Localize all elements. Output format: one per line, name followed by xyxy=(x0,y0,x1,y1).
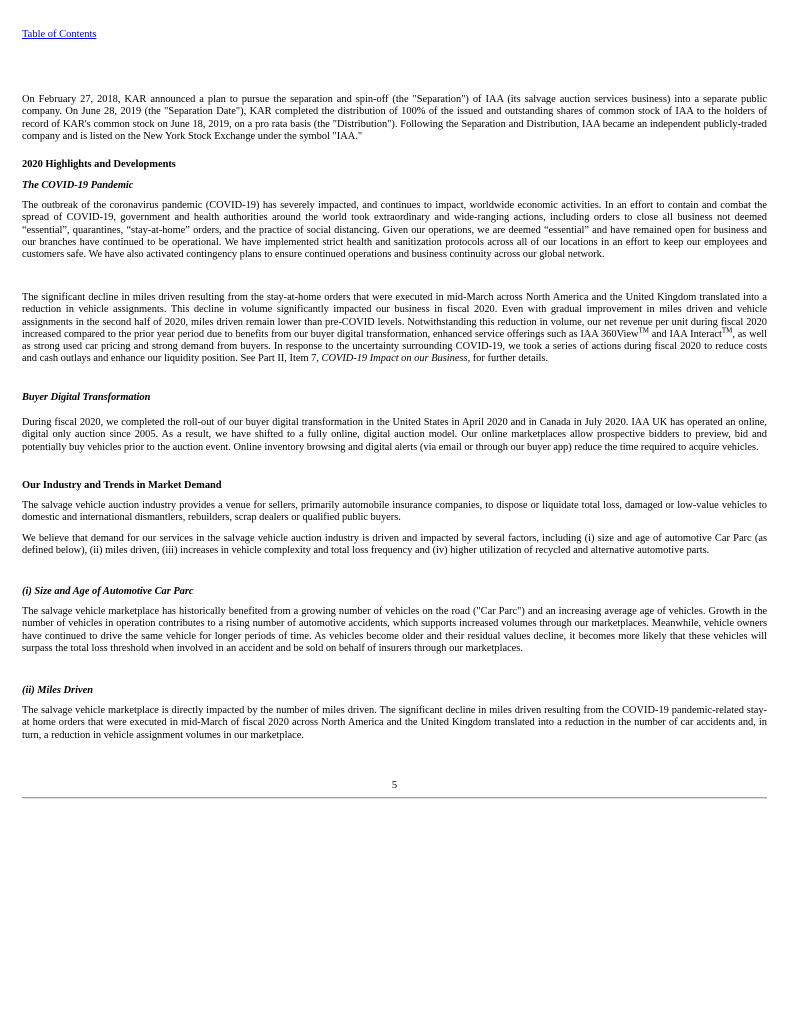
miles-driven-heading: (ii) Miles Driven xyxy=(22,685,93,696)
page-number: 5 xyxy=(391,780,398,791)
covid-impact-reference: COVID-19 Impact on our Business, xyxy=(321,353,471,365)
industry-paragraph-1: The salvage vehicle auction industry provides a venue for sellers, primarily automobile insurance companies, to dispose or liquidate total loss, damaged or low-value vehicles to domestic and international dismantlers, rebuilders, scrap dealers or qualified public buyers. xyxy=(22,500,767,524)
miles-driven-paragraph: The salvage vehicle marketplace is directly impacted by the number of miles driven. The significant decline in miles driven resulting from the COVID-19 pandemic-related stay-at home orders that were executed in mid-March of fiscal 2020 across North America and the United Kingdom translated into a reduction in the number of car accidents and, in turn, a reduction in vehicle assignment volumes in our marketplace. xyxy=(22,705,767,741)
trademark-symbol: TM xyxy=(721,326,733,335)
highlights-heading: 2020 Highlights and Developments xyxy=(22,159,176,170)
digital-heading: Buyer Digital Transformation xyxy=(22,392,151,403)
trademark-symbol: TM xyxy=(638,326,649,335)
covid-paragraph-1: The outbreak of the coronavirus pandemic (COVID-19) has severely impacted, and continues to impact, worldwide economic activities. In an effort to contain and combat the spread of COVID-19, government and health authorities around the world took extraordinary and wide-ranging actions, including orders to close all business not deemed “essential”, quarantines, “stay-at-home” orders, and the practice of social distancing. Given our operations, we are deemed “essential” and have remained open for business and our branches have continued to be operational. We have implemented strict health and sanitization protocols across all of our locations in an effort to keep our employees and customers safe. We have also activated contingency plans to ensure continued operations and business continuity across our global network. xyxy=(22,200,767,261)
covid-paragraph-2-text: The significant decline in miles driven resulting from the stay-at-home orders that were executed in mid-March across North America and the United Kingdom translated into a reduction in vehicle assignments. This decline in volume significantly impacted our business in fiscal 2020. Even with gradual improvement in miles driven and vehicle assignments in the second half of 2020, miles driven remain lower than pre-COVID levels. Notwithstanding this reduction in volume, our net revenue per unit during fiscal 2020 increased compared to the prior year period due to benefits from our buyer digital transformation, enhanced service offerings such as IAA 360View xyxy=(22,292,767,340)
industry-paragraph-2: We believe that demand for our services in the salvage vehicle auction industry is driven and impacted by several factors, including (i) size and age of automotive Car Parc (as defined below), (ii) miles driven, (iii) increases in vehicle complexity and total loss frequency and (iv) higher utilization of recycled and alternative automotive parts. xyxy=(22,533,767,557)
intro-paragraph: On February 27, 2018, KAR announced a plan to pursue the separation and spin-off (the "Separation") of IAA (its salvage auction services business) into a separate public company. On June 28, 2019 (the "Separation Date"), KAR completed the distribution of 100% of the issued and outstanding shares of common stock of IAA to the holders of record of KAR's common stock on June 18, 2019, on a pro rata basis (the "Distribution"). Following the Separation and Distribution, IAA became an independent publicly-traded company and is listed on the New York Stock Exchange under the symbol "IAA." xyxy=(22,94,767,142)
covid-paragraph-2-text: and IAA Interact xyxy=(648,328,722,340)
covid-heading: The COVID-19 Pandemic xyxy=(22,180,134,191)
car-parc-heading: (i) Size and Age of Automotive Car Parc xyxy=(22,586,194,597)
covid-paragraph-2-text: for further details. xyxy=(470,353,549,365)
table-of-contents-link[interactable]: Table of Contents xyxy=(22,29,97,40)
digital-paragraph: During fiscal 2020, we completed the roll-out of our buyer digital transformation in the United States in April 2020 and in Canada in July 2020. IAA UK has operated an online, digital only auction since 2005. As a result, we have shifted to a fully online, digital auction model. Our online marketplaces allow prospective bidders to preview, bid and potentially buy vehicles prior to the auction event. Online inventory browsing and digital alerts (via email or through our buyer app) reduce the time required to acquire vehicles. xyxy=(22,417,767,453)
industry-heading: Our Industry and Trends in Market Demand xyxy=(22,480,222,491)
page-divider xyxy=(22,797,767,798)
covid-paragraph-2 xyxy=(22,292,767,366)
car-parc-paragraph: The salvage vehicle marketplace has historically benefited from a growing number of vehicles on the road ("Car Parc") and an increasing average age of vehicles. Growth in the number of vehicles in operation contributes to a rising number of automotive accidents, which supports increased volumes through our marketplaces. Meanwhile, vehicle owners have continued to drive the same vehicle for longer periods of time. As vehicles become older and their residual values decline, it becomes more likely that these vehicles will surpass the total loss threshold when involved in an accident and be sold on behalf of insurers through our marketplaces. xyxy=(22,606,767,654)
covid-paragraph-2-text: , as well as strong used car pricing and strong demand from buyers. In response to the uncertainty surrounding COVID-19, we took a series of actions during fiscal 2020 to reduce costs and cash outlays and enhance our liquidity position. See Part II, Item 7, xyxy=(22,328,767,365)
